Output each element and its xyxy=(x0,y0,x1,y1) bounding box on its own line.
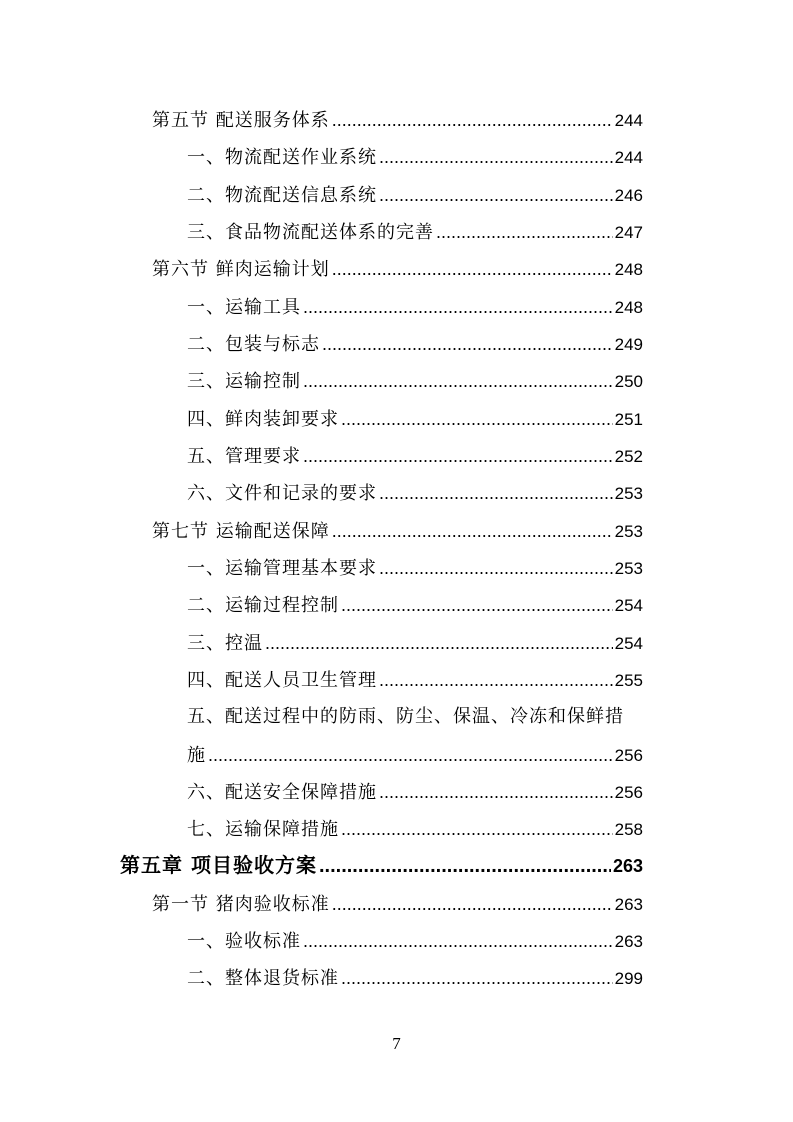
toc-entry-label: 一、运输工具 xyxy=(187,297,301,318)
toc-leader-dots xyxy=(379,556,613,580)
toc-leader-dots xyxy=(319,854,611,878)
toc-entry-label: 一、物流配送作业系统 xyxy=(187,147,377,168)
toc-entry[interactable] xyxy=(187,593,643,618)
toc-entry[interactable] xyxy=(187,556,643,581)
toc-entry-page: 248 xyxy=(614,298,643,317)
toc-entry[interactable] xyxy=(187,668,643,693)
toc-entry[interactable] xyxy=(187,631,643,656)
toc-entry-label: 第五章 项目验收方案 xyxy=(120,853,317,877)
toc-entry-label: 一、运输管理基本要求 xyxy=(187,558,377,579)
toc-entry-page: 253 xyxy=(614,559,643,578)
toc-entry-page: 244 xyxy=(614,111,643,130)
toc-leader-dots xyxy=(379,780,613,804)
toc-leader-dots xyxy=(341,593,613,617)
toc-leader-dots xyxy=(379,481,613,505)
toc-entry[interactable] xyxy=(152,257,643,282)
toc-entry-page: 254 xyxy=(614,596,643,615)
toc-entry-label: 四、配送人员卫生管理 xyxy=(187,670,377,691)
toc-entry-label: 第七节 运输配送保障 xyxy=(152,521,330,542)
toc-entry-page: 253 xyxy=(614,522,643,541)
toc-entry[interactable] xyxy=(187,183,643,208)
toc-leader-dots xyxy=(379,183,613,207)
toc-entry-label: 一、验收标准 xyxy=(187,931,301,952)
toc-entry-page: 244 xyxy=(614,148,643,167)
toc-entry-label: 第一节 猪肉验收标准 xyxy=(152,894,330,915)
toc-leader-dots xyxy=(436,220,613,244)
toc-entry-label: 六、文件和记录的要求 xyxy=(187,483,377,504)
toc-entry-page: 255 xyxy=(614,671,643,690)
toc-chapter-entry[interactable] xyxy=(120,853,643,878)
toc-entry-label: 七、运输保障措施 xyxy=(187,819,339,840)
toc-entry[interactable] xyxy=(187,743,643,768)
toc-leader-dots xyxy=(341,966,613,990)
toc-entry-label: 三、控温 xyxy=(187,633,263,654)
toc-entry-page: 256 xyxy=(614,746,643,765)
toc-entry-label: 六、配送安全保障措施 xyxy=(187,782,377,803)
toc-leader-dots xyxy=(303,444,613,468)
toc-entry-label: 第五节 配送服务体系 xyxy=(152,110,330,131)
toc-leader-dots xyxy=(341,407,613,431)
toc-entry-page: 246 xyxy=(614,186,643,205)
toc-entry[interactable] xyxy=(152,108,643,133)
toc-entry[interactable] xyxy=(187,407,643,432)
toc-entry-page: 256 xyxy=(614,783,643,802)
toc-entry[interactable] xyxy=(152,519,643,544)
toc-entry[interactable] xyxy=(187,481,643,506)
toc-leader-dots xyxy=(303,369,613,393)
toc-leader-dots xyxy=(322,332,613,356)
toc-entry-page: 251 xyxy=(614,410,643,429)
toc-entry-label: 三、食品物流配送体系的完善 xyxy=(187,222,434,243)
toc-entry-page: 263 xyxy=(614,895,643,914)
toc-entry[interactable] xyxy=(187,220,643,245)
toc-entry-label: 三、运输控制 xyxy=(187,371,301,392)
toc-entry[interactable] xyxy=(187,369,643,394)
toc-entry-label: 施 xyxy=(187,745,206,766)
toc-entry-page: 263 xyxy=(614,932,643,951)
toc-leader-dots xyxy=(332,892,613,916)
toc-leader-dots xyxy=(379,668,613,692)
toc-entry[interactable] xyxy=(187,145,643,170)
toc-leader-dots xyxy=(341,817,613,841)
toc-entry-label: 二、整体退货标准 xyxy=(187,968,339,989)
toc-leader-dots xyxy=(208,743,613,767)
toc-leader-dots xyxy=(303,295,613,319)
toc-entry[interactable] xyxy=(187,929,643,954)
toc-entry-page: 254 xyxy=(614,634,643,653)
toc-entry[interactable] xyxy=(187,295,643,320)
toc-leader-dots xyxy=(332,519,613,543)
toc-entry-page: 253 xyxy=(614,484,643,503)
toc-entry[interactable] xyxy=(187,780,643,805)
toc-leader-dots xyxy=(332,108,613,132)
toc-entry[interactable] xyxy=(187,332,643,357)
toc-entry-page: 249 xyxy=(614,335,643,354)
toc-entry-page: 299 xyxy=(614,969,643,988)
toc-entry-page: 248 xyxy=(614,260,643,279)
toc-entry-label: 二、运输过程控制 xyxy=(187,595,339,616)
toc-entry-page: 252 xyxy=(614,447,643,466)
toc-entry-label: 二、包装与标志 xyxy=(187,334,320,355)
toc-entry-page: 263 xyxy=(612,856,643,876)
toc-leader-dots xyxy=(303,929,613,953)
toc-entry-label: 五、管理要求 xyxy=(187,446,301,467)
toc-entry-page: 250 xyxy=(614,372,643,391)
toc-entry-page: 258 xyxy=(614,820,643,839)
toc-leader-dots xyxy=(379,145,613,169)
toc-entry[interactable] xyxy=(187,966,643,991)
toc-entry-page: 247 xyxy=(614,223,643,242)
toc-leader-dots xyxy=(265,631,613,655)
toc-entry-label: 第六节 鲜肉运输计划 xyxy=(152,259,330,280)
toc-entry-label: 二、物流配送信息系统 xyxy=(187,185,377,206)
toc-entry-label: 四、鲜肉装卸要求 xyxy=(187,409,339,430)
toc-leader-dots xyxy=(332,257,613,281)
toc-entry[interactable] xyxy=(152,892,643,917)
toc-entry-wrapped-first-line[interactable]: 五、配送过程中的防雨、防尘、保温、冷冻和保鲜措 xyxy=(187,706,624,727)
toc-entry[interactable] xyxy=(187,444,643,469)
toc-entry[interactable] xyxy=(187,817,643,842)
page-number: 7 xyxy=(392,1034,401,1053)
